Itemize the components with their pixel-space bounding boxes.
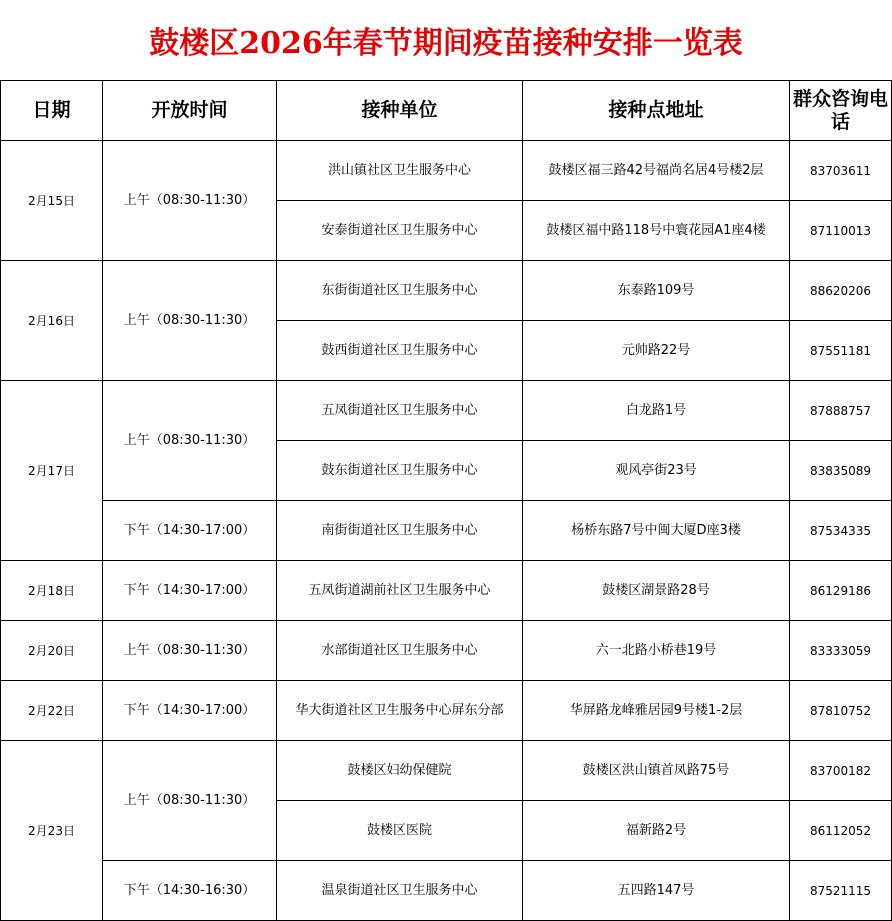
date-cell: 2月16日	[1, 261, 103, 381]
table-row	[1, 861, 892, 921]
phone-cell: 88620206	[790, 261, 892, 321]
phone-cell: 86112052	[790, 801, 892, 861]
page-title: 鼓楼区2026年春节期间疫苗接种安排一览表	[149, 26, 743, 61]
phone-cell: 87110013	[790, 201, 892, 261]
header-date: 日期	[1, 81, 103, 141]
phone-cell: 83333059	[790, 621, 892, 681]
table-row	[1, 561, 892, 621]
unit-cell: 南街街道社区卫生服务中心	[277, 501, 523, 561]
header-phone: 群众咨询电话	[790, 81, 892, 141]
time-cell: 上午（08:30-11:30）	[103, 261, 277, 381]
unit-cell: 洪山镇社区卫生服务中心	[277, 141, 523, 201]
unit-cell: 鼓楼区妇幼保健院	[277, 741, 523, 801]
date-cell: 2月18日	[1, 561, 103, 621]
unit-cell: 东街街道社区卫生服务中心	[277, 261, 523, 321]
phone-cell: 83835089	[790, 441, 892, 501]
table-row	[1, 621, 892, 681]
date-cell: 2月15日	[1, 141, 103, 261]
unit-cell: 水部街道社区卫生服务中心	[277, 621, 523, 681]
address-cell: 鼓楼区福中路118号中寰花园A1座4楼	[523, 201, 790, 261]
date-cell: 2月20日	[1, 621, 103, 681]
unit-cell: 安泰街道社区卫生服务中心	[277, 201, 523, 261]
time-cell: 下午（14:30-16:30）	[103, 861, 277, 921]
date-cell: 2月17日	[1, 381, 103, 561]
unit-cell: 华大街道社区卫生服务中心屏东分部	[277, 681, 523, 741]
address-cell: 杨桥东路7号中闽大厦D座3楼	[523, 501, 790, 561]
address-cell: 白龙路1号	[523, 381, 790, 441]
date-cell: 2月23日	[1, 741, 103, 921]
phone-cell: 83703611	[790, 141, 892, 201]
header-time: 开放时间	[103, 81, 277, 141]
unit-cell: 鼓楼区医院	[277, 801, 523, 861]
unit-cell: 五凤街道社区卫生服务中心	[277, 381, 523, 441]
address-cell: 华屏路龙峰雅居园9号楼1-2层	[523, 681, 790, 741]
unit-cell: 五凤街道湖前社区卫生服务中心	[277, 561, 523, 621]
address-cell: 五四路147号	[523, 861, 790, 921]
time-cell: 上午（08:30-11:30）	[103, 381, 277, 501]
table-row	[1, 741, 892, 801]
time-cell: 上午（08:30-11:30）	[103, 621, 277, 681]
table-row	[1, 381, 892, 441]
address-cell: 观风亭街23号	[523, 441, 790, 501]
address-cell: 鼓楼区洪山镇首凤路75号	[523, 741, 790, 801]
time-cell: 下午（14:30-17:00）	[103, 501, 277, 561]
unit-cell: 温泉街道社区卫生服务中心	[277, 861, 523, 921]
time-cell: 上午（08:30-11:30）	[103, 141, 277, 261]
address-cell: 鼓楼区福三路42号福尚名居4号楼2层	[523, 141, 790, 201]
time-cell: 上午（08:30-11:30）	[103, 741, 277, 861]
header-unit: 接种单位	[277, 81, 523, 141]
vaccination-schedule-table	[0, 80, 892, 921]
table-row	[1, 681, 892, 741]
phone-cell: 87551181	[790, 321, 892, 381]
phone-cell: 87888757	[790, 381, 892, 441]
phone-cell: 87534335	[790, 501, 892, 561]
address-cell: 东泰路109号	[523, 261, 790, 321]
date-cell: 2月22日	[1, 681, 103, 741]
table-row	[1, 261, 892, 321]
table-header-row	[1, 81, 892, 141]
table-row	[1, 141, 892, 201]
unit-cell: 鼓西街道社区卫生服务中心	[277, 321, 523, 381]
address-cell: 鼓楼区湖景路28号	[523, 561, 790, 621]
address-cell: 元帅路22号	[523, 321, 790, 381]
phone-cell: 87521115	[790, 861, 892, 921]
address-cell: 福新路2号	[523, 801, 790, 861]
time-cell: 下午（14:30-17:00）	[103, 681, 277, 741]
table-row	[1, 501, 892, 561]
header-address: 接种点地址	[523, 81, 790, 141]
phone-cell: 83700182	[790, 741, 892, 801]
address-cell: 六一北路小桥巷19号	[523, 621, 790, 681]
phone-cell: 86129186	[790, 561, 892, 621]
phone-cell: 87810752	[790, 681, 892, 741]
time-cell: 下午（14:30-17:00）	[103, 561, 277, 621]
unit-cell: 鼓东街道社区卫生服务中心	[277, 441, 523, 501]
